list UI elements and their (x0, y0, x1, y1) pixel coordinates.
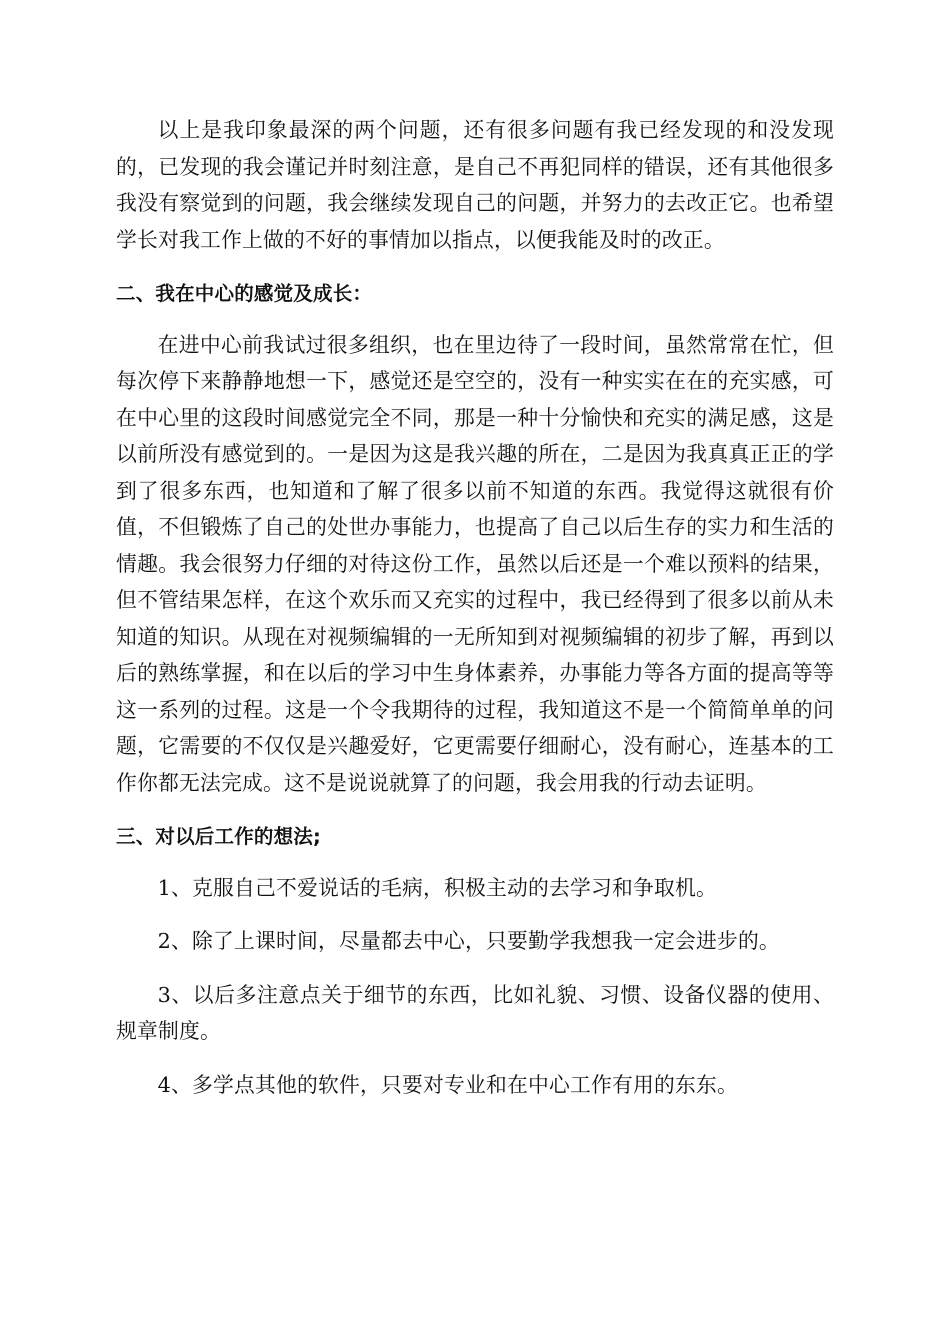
paragraph-growth: 在进中心前我试过很多组织，也在里边待了一段时间，虽然常常在忙，但每次停下来静静地想一下，感觉还是空空的，没有一种实实在在的充实感，可在中心里的这段时间感觉完全不同，那是一种十分愉快和充实的满足感，这是以前所没有感觉到的。一是因为这是我兴趣的所在，二是因为我真真正正的学到了很多东西，也知道和了解了很多以前不知道的东西。我觉得这就很有价值，不但锻炼了自己的处世办事能力，也提高了自己以后生存的实力和生活的情趣。我会很努力仔细的对待这份工作，虽然以后还是一个难以预料的结果，但不管结果怎样，在这个欢乐而又充实的过程中，我已经得到了很多以前从未知道的知识。从现在对视频编辑的一无所知到对视频编辑的初步了解，再到以后的熟练掌握，和在以后的学习中生身体素养，办事能力等各方面的提高等等这一系列的过程。这是一个令我期待的过程，我知道这不是一个简简单单的问题，它需要的不仅仅是兴趣爱好，它更需要仔细耐心，没有耐心，连基本的工作你都无法完成。这不是说说就算了的问题，我会用我的行动去证明。 (116, 332, 834, 795)
section-heading-plans: 三、对以后工作的想法; (116, 825, 321, 848)
section-heading-growth: 二、我在中心的感觉及成长： (116, 282, 373, 305)
list-item: 4、多学点其他的软件，只要对专业和在中心工作有用的东东。 (157, 1072, 738, 1097)
list-item: 2、除了上课时间，尽量都去中心，只要勤学我想我一定会进步的。 (157, 929, 780, 953)
paragraph-summary: 以上是我印象最深的两个问题，还有很多问题有我已经发现的和没发现的，已发现的我会谨记并时刻注意，是自己不再犯同样的错误，还有其他很多我没有察觉到的问题，我会继续发现自己的问题，并努力的去改正它。也希望学长对我工作上做的不好的事情加以指点，以便我能及时的改正。 (116, 118, 834, 252)
document-page (116, 112, 834, 1120)
list-item: 1、克服自己不爱说话的毛病，积极主动的去学习和争取机。 (157, 875, 717, 900)
list-item: 3、以后多注意点关于细节的东西，比如礼貌、习惯、设备仪器的使用、规章制度。 (116, 982, 834, 1043)
